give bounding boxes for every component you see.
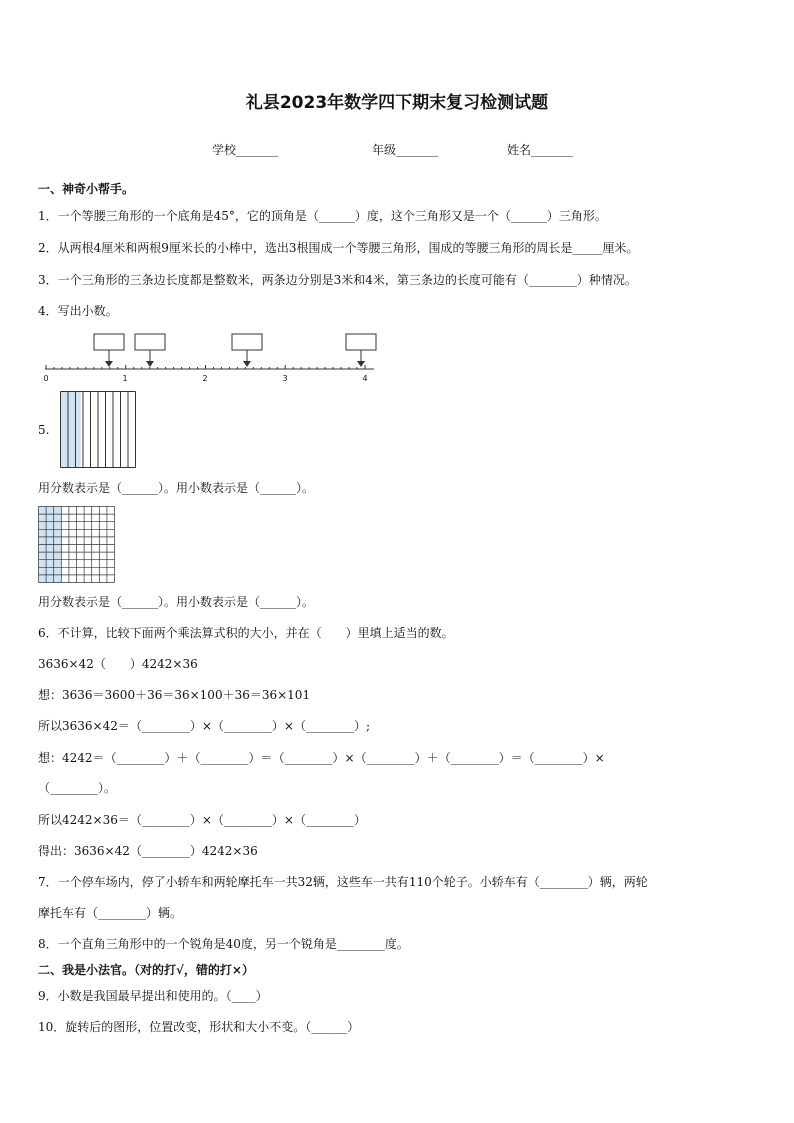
answer-box-3 [232, 334, 262, 350]
tick-label-2: 2 [202, 374, 208, 383]
answer-box-4 [346, 334, 376, 350]
school-field[interactable]: 学校_______ [212, 143, 279, 157]
tick-label-1: 1 [122, 374, 128, 383]
question-10: 10．旋转后的图形，位置改变，形状和大小不变。（______） [38, 1020, 360, 1034]
question-6-line-4: 想：4242＝（________）＋（________）＝（________）×（________）＋（________）＝（________）× [38, 751, 605, 765]
tick-label-0: 0 [43, 374, 49, 383]
question-5b-text: 用分数表示是（______）。用小数表示是（______）。 [38, 595, 315, 609]
question-6-line-5: （________）。 [38, 781, 117, 795]
question-8: 8．一个直角三角形中的一个锐角是40度，另一个锐角是________度。 [38, 937, 409, 951]
tenths-grid-figure [60, 391, 136, 468]
question-6-line-1: 3636×42（ ）4242×36 [38, 657, 198, 671]
question-9: 9．小数是我国最早提出和使用的。（____） [38, 989, 268, 1003]
grade-field[interactable]: 年级_______ [372, 143, 439, 157]
question-4: 4．写出小数。 [38, 304, 118, 318]
tenths-shaded-area [61, 392, 81, 468]
question-2: 2．从两根4厘米和两根9厘米长的小棒中，选出3根围成一个等腰三角形，围成的等腰三角形的周长是_____厘米。 [38, 241, 639, 255]
question-6-line-6: 所以4242×36＝（________）×（________）×（________） [38, 813, 366, 827]
tick-label-3: 3 [282, 374, 288, 383]
answer-box-1 [94, 334, 124, 350]
question-5a-text: 用分数表示是（______）。用小数表示是（______）。 [38, 481, 315, 495]
question-7-line-2: 摩托车有（________）辆。 [38, 906, 183, 920]
section-2-heading: 二、我是小法官。（对的打√，错的打×） [38, 963, 254, 977]
question-5-number: 5. [38, 423, 50, 437]
question-7-line-1: 7．一个停车场内，停了小轿车和两轮摩托车一共32辆，这些车一共有110个轮子。小轿车有（________）辆，两轮 [38, 875, 648, 889]
question-6-line-7: 得出：3636×42（________）4242×36 [38, 844, 258, 858]
name-field[interactable]: 姓名_______ [507, 143, 574, 157]
question-6-line-3: 所以3636×42＝（________）×（________）×（________）; [38, 719, 371, 733]
number-line-figure [38, 330, 383, 386]
question-6-line-2: 想：3636＝3600＋36＝36×100＋36＝36×101 [38, 688, 311, 702]
hundredths-grid-figure [38, 506, 115, 583]
question-1: 1．一个等腰三角形的一个底角是45°，它的顶角是（______）度，这个三角形又是一个（______）三角形。 [38, 209, 607, 223]
section-1-heading: 一、神奇小帮手。 [38, 182, 135, 196]
tick-label-4: 4 [362, 374, 368, 383]
question-6: 6．不计算，比较下面两个乘法算式积的大小，并在（ ）里填上适当的数。 [38, 626, 454, 640]
page-title: 礼县2023年数学四下期末复习检测试题 [245, 93, 549, 113]
question-3: 3．一个三角形的三条边长度都是整数米，两条边分别是3米和4米，第三条边的长度可能有（________）种情况。 [38, 273, 637, 287]
answer-box-2 [135, 334, 165, 350]
